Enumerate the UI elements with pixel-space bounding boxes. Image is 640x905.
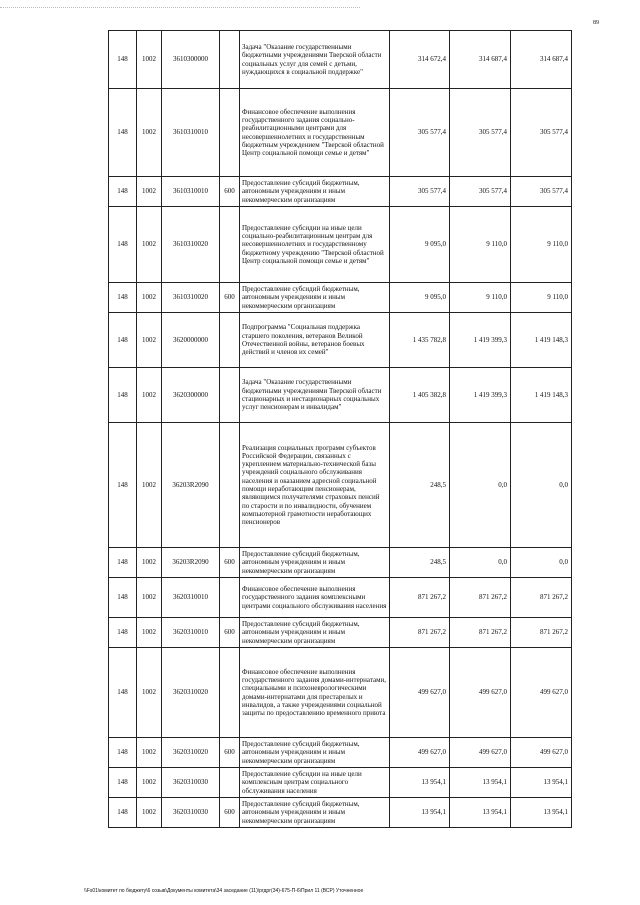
expense-type-cell: 600 — [220, 177, 240, 207]
expense-type-cell — [220, 313, 240, 368]
budget-table — [108, 30, 572, 828]
amount-year2-cell: 871 267,2 — [450, 578, 511, 618]
expense-type-cell — [220, 578, 240, 618]
amount-year1-cell: 305 577,4 — [390, 89, 450, 177]
amount-year3-cell: 13 954,1 — [511, 768, 572, 798]
amount-year3-cell: 1 419 148,3 — [511, 368, 572, 423]
section-code-cell: 148 — [109, 548, 137, 578]
table-row — [109, 648, 572, 738]
target-article-cell: 3610310020 — [162, 207, 220, 283]
section-code-cell: 148 — [109, 618, 137, 648]
target-article-cell: 36203R2090 — [162, 423, 220, 548]
description-cell: Задача "Оказание государственными бюджетными учреждениями Тверской области социальных услуг для семей с детьми, нуждающихся в социальной поддержке" — [240, 31, 390, 89]
subsection-code-cell: 1002 — [137, 31, 162, 89]
subsection-code-cell: 1002 — [137, 177, 162, 207]
subsection-code-cell: 1002 — [137, 207, 162, 283]
amount-year3-cell: 9 110,0 — [511, 207, 572, 283]
subsection-code-cell: 1002 — [137, 578, 162, 618]
description-cell: Предоставление субсидий бюджетным, автономным учреждениям и иным некоммерческим организациям — [240, 177, 390, 207]
section-code-cell: 148 — [109, 648, 137, 738]
target-article-cell: 3610310010 — [162, 177, 220, 207]
target-article-cell: 3610310020 — [162, 283, 220, 313]
amount-year2-cell: 499 627,0 — [450, 648, 511, 738]
description-cell: Финансовое обеспечение выполнения государственного задания социально-реабилитационными центрами для несовершеннолетних и государственным бюджетным учреждением "Тверской областной Центр социальной помощи семье и детям" — [240, 89, 390, 177]
description-cell: Финансовое обеспечение выполнения государственного задания комплексными центрами социального обслуживания населения — [240, 578, 390, 618]
amount-year3-cell: 9 110,0 — [511, 283, 572, 313]
subsection-code-cell: 1002 — [137, 618, 162, 648]
section-code-cell: 148 — [109, 798, 137, 828]
section-code-cell: 148 — [109, 89, 137, 177]
amount-year1-cell: 1 405 382,8 — [390, 368, 450, 423]
section-code-cell: 148 — [109, 313, 137, 368]
amount-year1-cell: 13 954,1 — [390, 798, 450, 828]
target-article-cell: 3620310020 — [162, 738, 220, 768]
amount-year1-cell: 248,5 — [390, 548, 450, 578]
section-code-cell: 148 — [109, 207, 137, 283]
expense-type-cell — [220, 768, 240, 798]
target-article-cell: 3620000000 — [162, 313, 220, 368]
section-code-cell: 148 — [109, 738, 137, 768]
subsection-code-cell: 1002 — [137, 423, 162, 548]
description-cell: Предоставление субсидий бюджетным, автономным учреждениям и иным некоммерческим организациям — [240, 738, 390, 768]
amount-year1-cell: 871 267,2 — [390, 578, 450, 618]
table-row — [109, 207, 572, 283]
expense-type-cell — [220, 207, 240, 283]
amount-year2-cell: 9 110,0 — [450, 207, 511, 283]
description-cell: Подпрограмма "Социальная поддержка старшего поколения, ветеранов Великой Отечественной войны, ветеранов боевых действий и членов их семей" — [240, 313, 390, 368]
amount-year2-cell: 499 627,0 — [450, 738, 511, 768]
amount-year1-cell: 871 267,2 — [390, 618, 450, 648]
table-row — [109, 313, 572, 368]
expense-type-cell: 600 — [220, 738, 240, 768]
table-row — [109, 89, 572, 177]
amount-year2-cell: 314 687,4 — [450, 31, 511, 89]
amount-year3-cell: 871 267,2 — [511, 578, 572, 618]
description-cell: Предоставление субсидии на иные цели комплексным центрам социального обслуживания населения — [240, 768, 390, 798]
amount-year3-cell: 499 627,0 — [511, 648, 572, 738]
amount-year1-cell: 305 577,4 — [390, 177, 450, 207]
amount-year3-cell: 499 627,0 — [511, 738, 572, 768]
description-cell: Предоставление субсидий бюджетным, автономным учреждениям и иным некоммерческим организациям — [240, 283, 390, 313]
amount-year3-cell: 314 687,4 — [511, 31, 572, 89]
expense-type-cell — [220, 89, 240, 177]
target-article-cell: 36203R2090 — [162, 548, 220, 578]
table-row — [109, 768, 572, 798]
footer-file-path: \\Fs01\комитет по бюджету\6 созыв\Документы комитета\34 заседание (11)\ргдрг(34)-675-П-6\Прил 11 (ВСР) Уточненное — [84, 888, 364, 894]
amount-year3-cell: 1 419 148,3 — [511, 313, 572, 368]
description-cell: Реализация социальных программ субъектов Российской Федерации, связанных с укреплением материально-технической базы учреждений социального обслуживания населения и оказанием адресной социальной помощи неработающим пенсионерам, являющимся получателями страховых пенсий по старости и по инвалидности, обучением компьютерной грамотности неработающих пенсионеров — [240, 423, 390, 548]
subsection-code-cell: 1002 — [137, 548, 162, 578]
table-row — [109, 548, 572, 578]
amount-year1-cell: 314 672,4 — [390, 31, 450, 89]
amount-year2-cell: 9 110,0 — [450, 283, 511, 313]
expense-type-cell — [220, 423, 240, 548]
target-article-cell: 3620310030 — [162, 798, 220, 828]
table-row — [109, 177, 572, 207]
expense-type-cell — [220, 31, 240, 89]
expense-type-cell: 600 — [220, 548, 240, 578]
table-row — [109, 578, 572, 618]
subsection-code-cell: 1002 — [137, 283, 162, 313]
table-row — [109, 283, 572, 313]
amount-year3-cell: 305 577,4 — [511, 89, 572, 177]
expense-type-cell: 600 — [220, 798, 240, 828]
section-code-cell: 148 — [109, 578, 137, 618]
page-number: 89 — [593, 20, 599, 26]
amount-year3-cell: 305 577,4 — [511, 177, 572, 207]
amount-year3-cell: 13 954,1 — [511, 798, 572, 828]
table-row — [109, 368, 572, 423]
table-row — [109, 618, 572, 648]
amount-year1-cell: 1 435 782,8 — [390, 313, 450, 368]
description-cell: Предоставление субсидий бюджетным, автономным учреждениям и иным некоммерческим организациям — [240, 548, 390, 578]
section-code-cell: 148 — [109, 31, 137, 89]
subsection-code-cell: 1002 — [137, 368, 162, 423]
amount-year1-cell: 499 627,0 — [390, 648, 450, 738]
scan-artifact — [0, 7, 360, 8]
table-row — [109, 798, 572, 828]
subsection-code-cell: 1002 — [137, 313, 162, 368]
subsection-code-cell: 1002 — [137, 768, 162, 798]
amount-year3-cell: 871 267,2 — [511, 618, 572, 648]
target-article-cell: 3620310010 — [162, 578, 220, 618]
amount-year1-cell: 499 627,0 — [390, 738, 450, 768]
amount-year3-cell: 0,0 — [511, 423, 572, 548]
amount-year2-cell: 0,0 — [450, 548, 511, 578]
section-code-cell: 148 — [109, 368, 137, 423]
expense-type-cell: 600 — [220, 618, 240, 648]
target-article-cell: 3620310020 — [162, 648, 220, 738]
description-cell: Предоставление субсидий бюджетным, автономным учреждениям и иным некоммерческим организациям — [240, 618, 390, 648]
amount-year2-cell: 13 954,1 — [450, 798, 511, 828]
amount-year2-cell: 305 577,4 — [450, 89, 511, 177]
amount-year1-cell: 13 954,1 — [390, 768, 450, 798]
expense-type-cell: 600 — [220, 283, 240, 313]
description-cell: Предоставление субсидий бюджетным, автономным учреждениям и иным некоммерческим организациям — [240, 798, 390, 828]
subsection-code-cell: 1002 — [137, 648, 162, 738]
subsection-code-cell: 1002 — [137, 798, 162, 828]
table-row — [109, 738, 572, 768]
amount-year2-cell: 1 419 399,3 — [450, 313, 511, 368]
amount-year2-cell: 871 267,2 — [450, 618, 511, 648]
description-cell: Финансовое обеспечение выполнения государственного задания домами-интернатами, специальными и психоневрологическими домами-интернатами для престарелых и инвалидов, а также учреждениями социальной защиты по предоставлению временного приюта — [240, 648, 390, 738]
section-code-cell: 148 — [109, 283, 137, 313]
amount-year2-cell: 0,0 — [450, 423, 511, 548]
description-cell: Задача "Оказание государственными бюджетными учреждениями Тверской области стационарных и нестационарных социальных услуг пенсионерам и инвалидам" — [240, 368, 390, 423]
target-article-cell: 3620310030 — [162, 768, 220, 798]
target-article-cell: 3610300000 — [162, 31, 220, 89]
table-row — [109, 31, 572, 89]
amount-year2-cell: 1 419 399,3 — [450, 368, 511, 423]
section-code-cell: 148 — [109, 177, 137, 207]
expense-type-cell — [220, 368, 240, 423]
target-article-cell: 3620310010 — [162, 618, 220, 648]
target-article-cell: 3610310010 — [162, 89, 220, 177]
expense-type-cell — [220, 648, 240, 738]
section-code-cell: 148 — [109, 423, 137, 548]
amount-year3-cell: 0,0 — [511, 548, 572, 578]
section-code-cell: 148 — [109, 768, 137, 798]
amount-year2-cell: 13 954,1 — [450, 768, 511, 798]
description-cell: Предоставление субсидии на иные цели социально-реабилитационным центрам для несовершеннолетних и государственному бюджетному учреждению "Тверской областной Центр социальной помощи семье и детям" — [240, 207, 390, 283]
amount-year1-cell: 248,5 — [390, 423, 450, 548]
table-body — [109, 31, 572, 828]
target-article-cell: 3620300000 — [162, 368, 220, 423]
subsection-code-cell: 1002 — [137, 89, 162, 177]
amount-year1-cell: 9 095,0 — [390, 207, 450, 283]
table-row — [109, 423, 572, 548]
subsection-code-cell: 1002 — [137, 738, 162, 768]
amount-year1-cell: 9 095,0 — [390, 283, 450, 313]
amount-year2-cell: 305 577,4 — [450, 177, 511, 207]
